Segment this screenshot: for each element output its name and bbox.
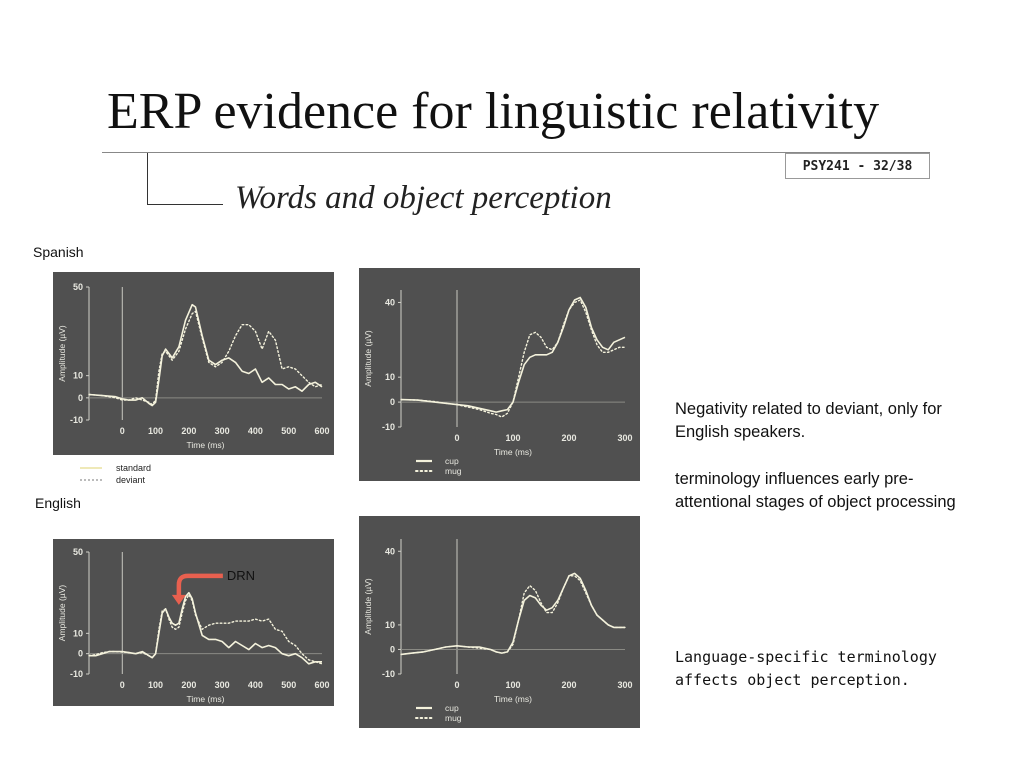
- x-axis-label: Time (ms): [494, 447, 532, 457]
- y-axis-label: Amplitude (µV): [363, 330, 373, 387]
- y-tick-label: 10: [72, 370, 83, 381]
- x-tick-label: 0: [454, 433, 460, 443]
- legend-cup-label: cup: [445, 456, 459, 466]
- x-tick-label: 200: [181, 426, 197, 436]
- x-tick-label: 300: [617, 433, 633, 443]
- y-tick-label: 40: [384, 546, 395, 557]
- x-tick-label: 300: [214, 680, 230, 690]
- slide-subtitle: Words and object perception: [235, 180, 612, 216]
- y-tick-label: 40: [384, 297, 395, 308]
- english-standard-deviant-chart: [53, 539, 334, 706]
- legend-mug-label: mug: [445, 713, 462, 723]
- x-tick-label: 500: [281, 426, 297, 436]
- conclusion-text: Language-specific terminology affects object perception.: [675, 648, 937, 689]
- y-tick-label: 10: [384, 372, 395, 383]
- y-tick-label: 10: [384, 619, 395, 630]
- spanish-standard-deviant-chart: [53, 272, 334, 455]
- y-axis-label: Amplitude (µV): [363, 578, 373, 635]
- drn-label: DRN: [226, 567, 256, 583]
- y-axis-label: Amplitude (µV): [57, 325, 67, 382]
- x-tick-label: 500: [281, 680, 297, 690]
- x-tick-label: 300: [617, 680, 633, 690]
- legend-mug-label: mug: [445, 466, 462, 476]
- x-tick-label: 100: [505, 680, 521, 690]
- x-tick-label: 100: [148, 680, 164, 690]
- x-tick-label: 200: [561, 680, 577, 690]
- slide-title: ERP evidence for linguistic relativity: [107, 83, 880, 140]
- standard-deviant-legend: [80, 462, 151, 486]
- x-tick-label: 0: [119, 680, 125, 690]
- legend-solid-swatch: [80, 467, 102, 469]
- spanish-cup-mug-chart: [359, 268, 640, 481]
- y-tick-label: 0: [389, 397, 395, 408]
- x-axis-label: Time (ms): [186, 694, 225, 704]
- x-tick-label: 600: [314, 426, 330, 436]
- x-tick-label: 200: [561, 433, 577, 443]
- english-cup-mug-chart: [359, 516, 640, 728]
- y-tick-label: 10: [72, 628, 83, 639]
- subtitle-bracket-horizontal: [147, 204, 223, 205]
- notes: [675, 398, 975, 538]
- x-tick-label: 600: [314, 680, 330, 690]
- x-tick-label: 0: [454, 680, 460, 690]
- x-axis-label: Time (ms): [186, 440, 225, 450]
- y-tick-label: -10: [69, 669, 83, 679]
- x-tick-label: 0: [119, 426, 125, 436]
- y-tick-label: -10: [69, 415, 83, 425]
- y-axis-label: Amplitude (µV): [57, 584, 67, 642]
- y-tick-label: 0: [77, 648, 83, 659]
- x-tick-label: 100: [148, 426, 164, 436]
- y-tick-label: 50: [72, 282, 83, 292]
- y-tick-label: 50: [72, 547, 83, 557]
- x-tick-label: 300: [214, 426, 230, 436]
- y-tick-label: -10: [381, 669, 395, 679]
- y-tick-label: 0: [389, 644, 395, 655]
- course-badge: PSY241 - 32/38: [785, 153, 930, 179]
- english-label: English: [35, 495, 81, 511]
- note-2: terminology influences early pre-attentional stages of object processing: [675, 470, 956, 511]
- legend-dotted-swatch: [80, 479, 102, 481]
- note-1: Negativity related to deviant, only for English speakers.: [675, 400, 942, 441]
- spanish-label: Spanish: [33, 244, 84, 260]
- x-tick-label: 200: [181, 680, 197, 690]
- legend-cup-label: cup: [445, 703, 459, 713]
- legend-deviant: deviant: [116, 475, 146, 485]
- x-tick-label: 100: [505, 433, 521, 443]
- legend-standard: standard: [116, 463, 152, 473]
- x-tick-label: 400: [247, 426, 263, 436]
- y-tick-label: 0: [77, 392, 83, 403]
- x-axis-label: Time (ms): [494, 694, 532, 704]
- y-tick-label: -10: [381, 422, 395, 432]
- subtitle-bracket-vertical: [147, 153, 148, 205]
- x-tick-label: 400: [247, 680, 263, 690]
